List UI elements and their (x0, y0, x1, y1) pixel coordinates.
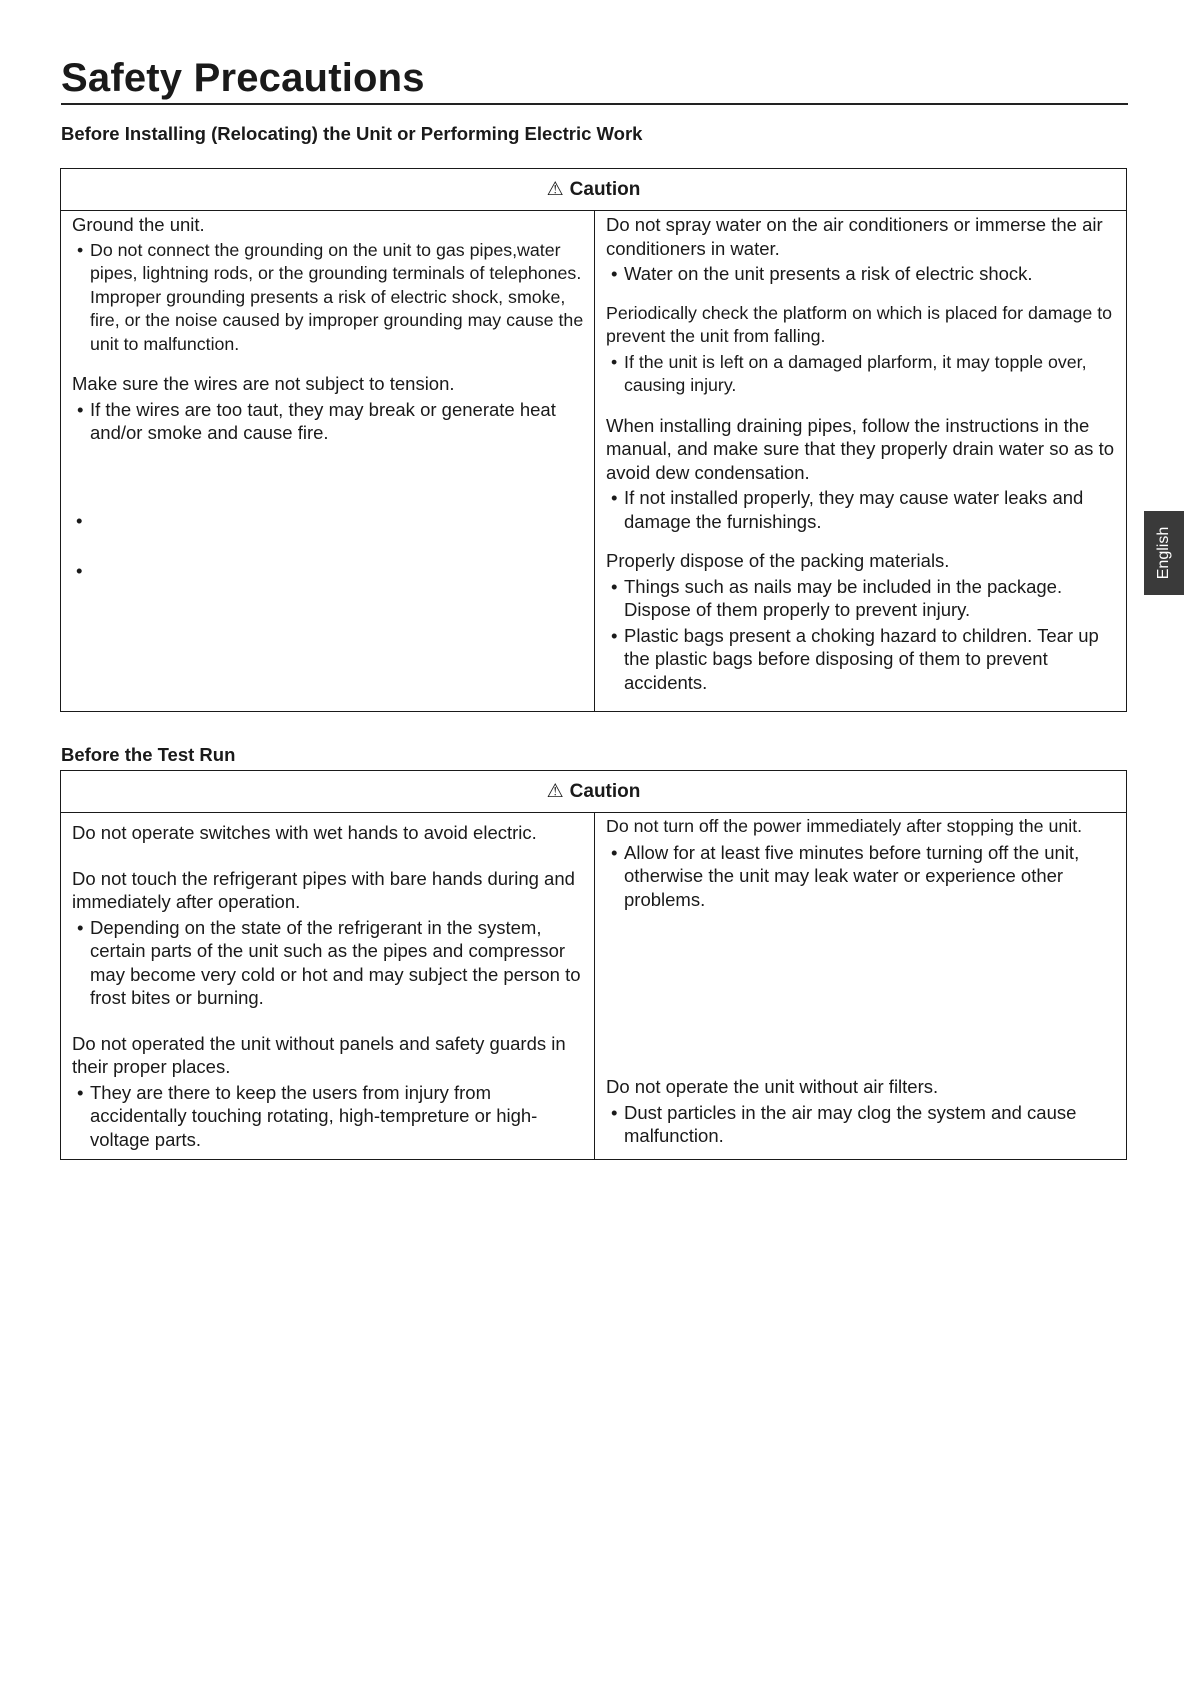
caution-item (606, 213, 1122, 286)
caution-item (72, 372, 590, 445)
caution-item (72, 821, 590, 845)
caution-header (61, 169, 1126, 211)
caution-body (61, 813, 1126, 1159)
caution-item-title: Do not operate switches with wet hands to avoid electric. (72, 822, 537, 843)
caution-item (72, 867, 590, 1010)
caution-item-title: Do not operated the unit without panels and safety guards in their proper places. (72, 1032, 566, 1077)
section-heading-test-run: Before the Test Run (61, 744, 236, 765)
caution-item-title: When installing draining pipes, follow the instructions in the manual, and make sure that they properly drain water so as to avoid dew condensation. (606, 414, 1114, 483)
caution-item (606, 414, 1122, 534)
warning-triangle-icon: ⚠ (546, 179, 564, 200)
warning-triangle-icon: ⚠ (546, 781, 564, 802)
caution-bullet: • Things such as nails may be included in the package. Dispose of them properly to prevent injury. (606, 575, 1122, 622)
caution-column-left (61, 813, 595, 1159)
caution-column-right (595, 813, 1126, 1159)
language-tab (1144, 511, 1184, 595)
caution-bullet: • Plastic bags present a choking hazard to children. Tear up the plastic bags before disposing of them to prevent accidents. (606, 624, 1122, 695)
caution-table-test-run (60, 770, 1127, 1160)
caution-bullet: • Allow for at least five minutes before turning off the unit, otherwise the unit may leak water or experience other problems. (606, 841, 1122, 912)
caution-bullet: • If the wires are too taut, they may break or generate heat and/or smoke and cause fire. (72, 398, 590, 445)
caution-label: Caution (569, 178, 641, 200)
caution-item-title: Do not turn off the power immediately after stopping the unit. (606, 816, 1083, 836)
caution-item (606, 302, 1122, 398)
caution-label: Caution (569, 780, 641, 802)
caution-item (72, 213, 590, 356)
page-title: Safety Precautions (61, 56, 425, 100)
section-heading-installing: Before Installing (Relocating) the Unit or Performing Electric Work (61, 123, 643, 144)
caution-body (61, 211, 1126, 711)
language-tab-label: English (1155, 526, 1173, 580)
caution-item (606, 1075, 1122, 1148)
title-underline (61, 103, 1128, 105)
caution-item (606, 815, 1122, 911)
empty-bullet: • (76, 510, 83, 531)
caution-bullet: • Depending on the state of the refrigerant in the system, certain parts of the unit such as the pipes and compressor may become very cold or hot and may subject the person to frost bites or burning. (72, 916, 590, 1010)
caution-header (61, 771, 1126, 813)
caution-item-title: Ground the unit. (72, 214, 205, 235)
caution-item (606, 549, 1122, 694)
caution-item-title: Do not spray water on the air conditioners or immerse the air conditioners in water. (606, 214, 1103, 259)
caution-bullet: • If the unit is left on a damaged plarform, it may topple over, causing injury. (606, 351, 1122, 398)
caution-bullet: • They are there to keep the users from injury from accidentally touching rotating, high-tempreture or high-voltage parts. (72, 1081, 590, 1152)
caution-table-installing (60, 168, 1127, 712)
caution-column-right (595, 211, 1126, 711)
caution-item (72, 1032, 590, 1152)
caution-column-left (61, 211, 595, 711)
caution-item-title: Properly dispose of the packing materials. (606, 550, 950, 571)
caution-bullet: • Do not connect the grounding on the unit to gas pipes,water pipes, lightning rods, or the grounding terminals of telephones. Improper grounding presents a risk of electric shock, smoke, fire, or the noise caused by improper grounding may cause the unit to malfunction. (72, 239, 590, 357)
caution-bullet: • If not installed properly, they may cause water leaks and damage the furnishings. (606, 486, 1122, 533)
caution-item-title: Periodically check the platform on which is placed for damage to prevent the unit from falling. (606, 302, 1113, 346)
caution-item-title: Make sure the wires are not subject to tension. (72, 373, 455, 394)
caution-item-title: Do not touch the refrigerant pipes with bare hands during and immediately after operation. (72, 867, 575, 912)
caution-bullet: • Water on the unit presents a risk of electric shock. (606, 262, 1122, 286)
caution-bullet: • Dust particles in the air may clog the system and cause malfunction. (606, 1101, 1122, 1148)
empty-bullet: • (76, 560, 83, 581)
caution-item-title: Do not operate the unit without air filters. (606, 1076, 939, 1097)
